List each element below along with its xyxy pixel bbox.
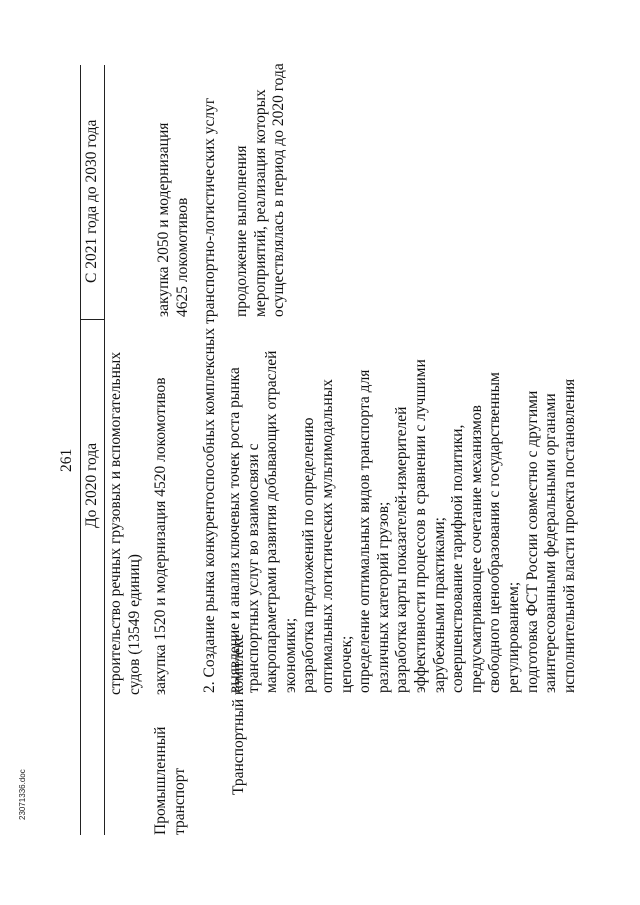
measure-line: зарубежными практиками;	[430, 517, 448, 693]
section-title: 2. Создание рынка конкурентоспособных комплексных транспортно-логистических услуг	[201, 97, 218, 693]
measure-line: цепочек;	[337, 635, 355, 693]
column-header-before-2020: До 2020 года	[83, 442, 100, 528]
measure-line: макропараметрами развития добывающих отраслей	[263, 350, 281, 693]
measure-line: разработка предложений по определению	[300, 417, 318, 693]
continuation-line: мероприятий, реализация которых	[251, 89, 269, 317]
measure-line: свободного ценообразования с государственным	[486, 372, 504, 693]
header-bottom-rule	[104, 65, 105, 835]
industrial-label-line: Промышленный	[152, 726, 169, 835]
transport-complex-2021-2030	[233, 63, 289, 317]
industrial-label-line: транспорт	[170, 767, 188, 835]
industrial-before-2020: закупка 1520 и модернизация 4520 локомотивов	[152, 377, 169, 695]
column-header-2021-2030: С 2021 года до 2030 года	[83, 119, 100, 283]
measure-line: исполнительной власти проекта постановления	[560, 378, 578, 693]
industrial-after-line: закупка 2050 и модернизация	[155, 122, 172, 317]
measure-line: транспортных услуг во взаимосвязи с	[244, 443, 262, 693]
measure-line: заинтересованными федеральными органами	[542, 393, 560, 693]
page-number: 261	[58, 448, 75, 472]
document-file-id: 23071336.doc	[18, 769, 27, 820]
header-top-rule	[80, 65, 81, 835]
measure-line: выявление и анализ ключевых точек роста рынка	[226, 367, 243, 693]
measure-line: разработка карты показателей-измерителей	[393, 406, 411, 693]
transport-complex-before-2020	[226, 351, 579, 693]
measure-line: определение оптимальных видов транспорта для	[356, 369, 374, 693]
industrial-2021-2030	[155, 123, 192, 317]
transport-complex-label: Транспортный комплекс	[230, 634, 247, 795]
river-ships-line: строительство речных грузовых и вспомогательных	[107, 351, 124, 695]
measure-line: экономики;	[281, 617, 299, 693]
header-column-divider	[80, 319, 104, 320]
river-ships-cell	[106, 352, 144, 695]
measure-line: оптимальных логистических мультимодальных	[318, 379, 336, 693]
continuation-line: осуществлялась в период до 2020 года	[270, 63, 288, 317]
river-ships-line: судов (13549 единиц)	[126, 554, 143, 695]
measure-line: регулированием;	[504, 581, 522, 693]
measure-line: эффективности процессов в сравнении с лучшими	[411, 359, 429, 693]
industrial-transport-label	[152, 727, 189, 835]
measure-line: предусматривающее сочетание механизмов	[467, 405, 485, 693]
continuation-line: продолжение выполнения	[233, 145, 250, 317]
industrial-after-line: 4625 локомотивов	[173, 197, 191, 317]
measure-line: подготовка ФСТ России совместно с другими	[523, 390, 541, 693]
measure-line: совершенствование тарифной политики,	[449, 424, 467, 693]
measure-line: различных категорий грузов;	[374, 501, 392, 693]
